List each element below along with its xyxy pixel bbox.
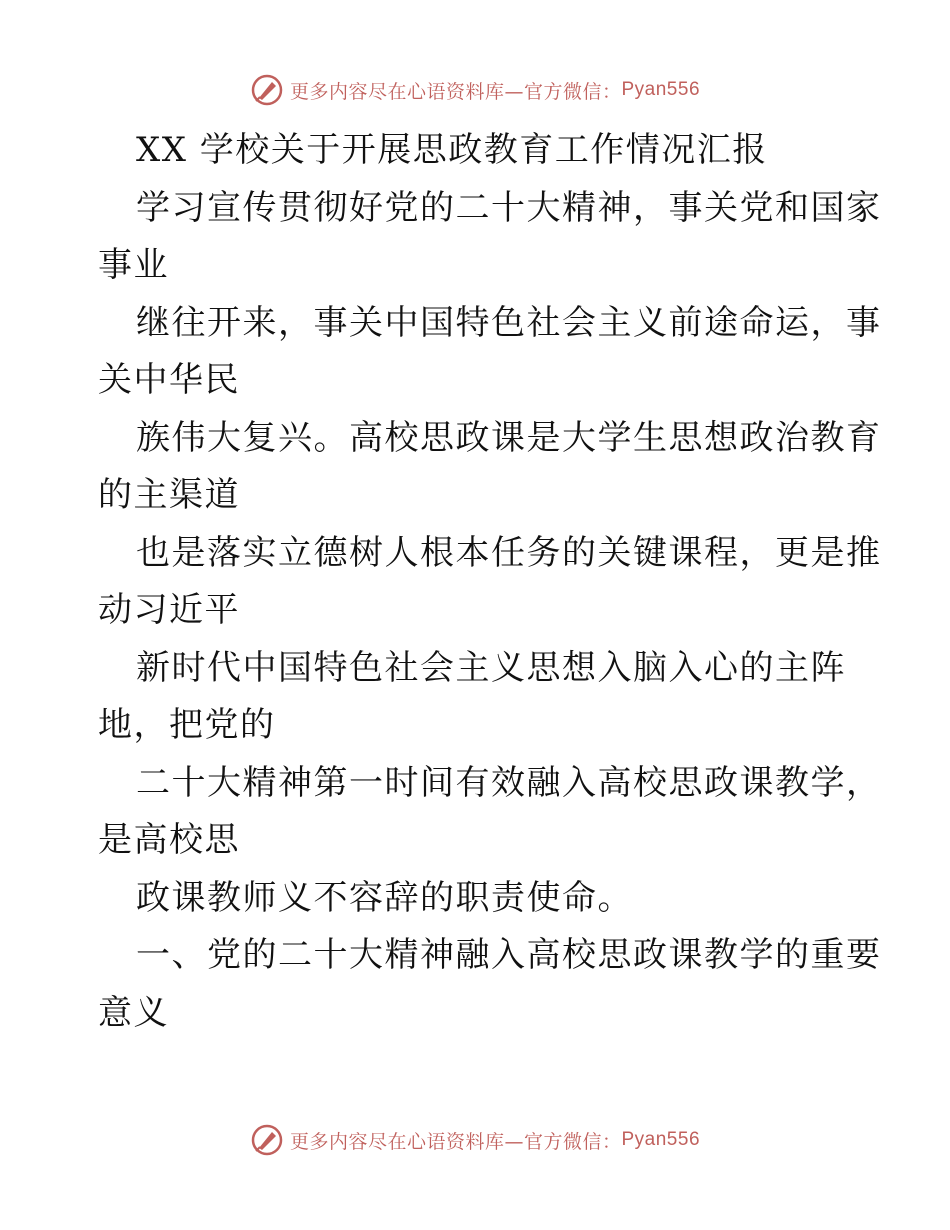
text-line: 二十大精神第一时间有效融入高校思政课教学， <box>136 762 882 803</box>
pen-nib-logo-icon <box>250 73 284 107</box>
watermark-wechat-id: Pyan556 <box>621 79 701 100</box>
watermark-text: 更多内容尽在心语资料库—官方微信： <box>289 80 622 103</box>
watermark-text: 更多内容尽在心语资料库—官方微信： <box>289 1130 622 1153</box>
text-line: 是高校思 <box>98 820 240 860</box>
text-line: 意义 <box>98 992 169 1033</box>
text-line: 关中华民 <box>98 360 240 400</box>
text-line: 新时代中国特色社会主义思想入脑入心的主阵 <box>136 647 846 688</box>
text-line: 继往开来，事关中国特色社会主义前途命运，事 <box>136 302 882 343</box>
text-line: 学习宣传贯彻好党的二十大精神，事关党和国家 <box>136 187 882 228</box>
text-line: 也是落实立德树人根本任务的关键课程，更是推 <box>136 532 882 573</box>
document-body <box>98 122 882 1042</box>
header-watermark <box>0 70 950 110</box>
text-line: 族伟大复兴。高校思政课是大学生思想政治教育 <box>136 417 882 458</box>
text-line: 的主渠道 <box>98 475 240 515</box>
section-heading: 一、党的二十大精神融入高校思政课教学的重要 <box>136 935 882 975</box>
text-line: 事业 <box>98 245 169 285</box>
text-line: 地，把党的 <box>98 705 276 745</box>
text-line: 动习近平 <box>98 590 240 630</box>
footer-watermark <box>0 1120 950 1160</box>
watermark-wechat-id: Pyan556 <box>621 1129 701 1150</box>
pen-nib-logo-icon <box>250 1123 284 1157</box>
document-title: XX 学校关于开展思政教育工作情况汇报 <box>136 130 768 170</box>
text-line: 政课教师义不容辞的职责使命。 <box>136 877 633 918</box>
